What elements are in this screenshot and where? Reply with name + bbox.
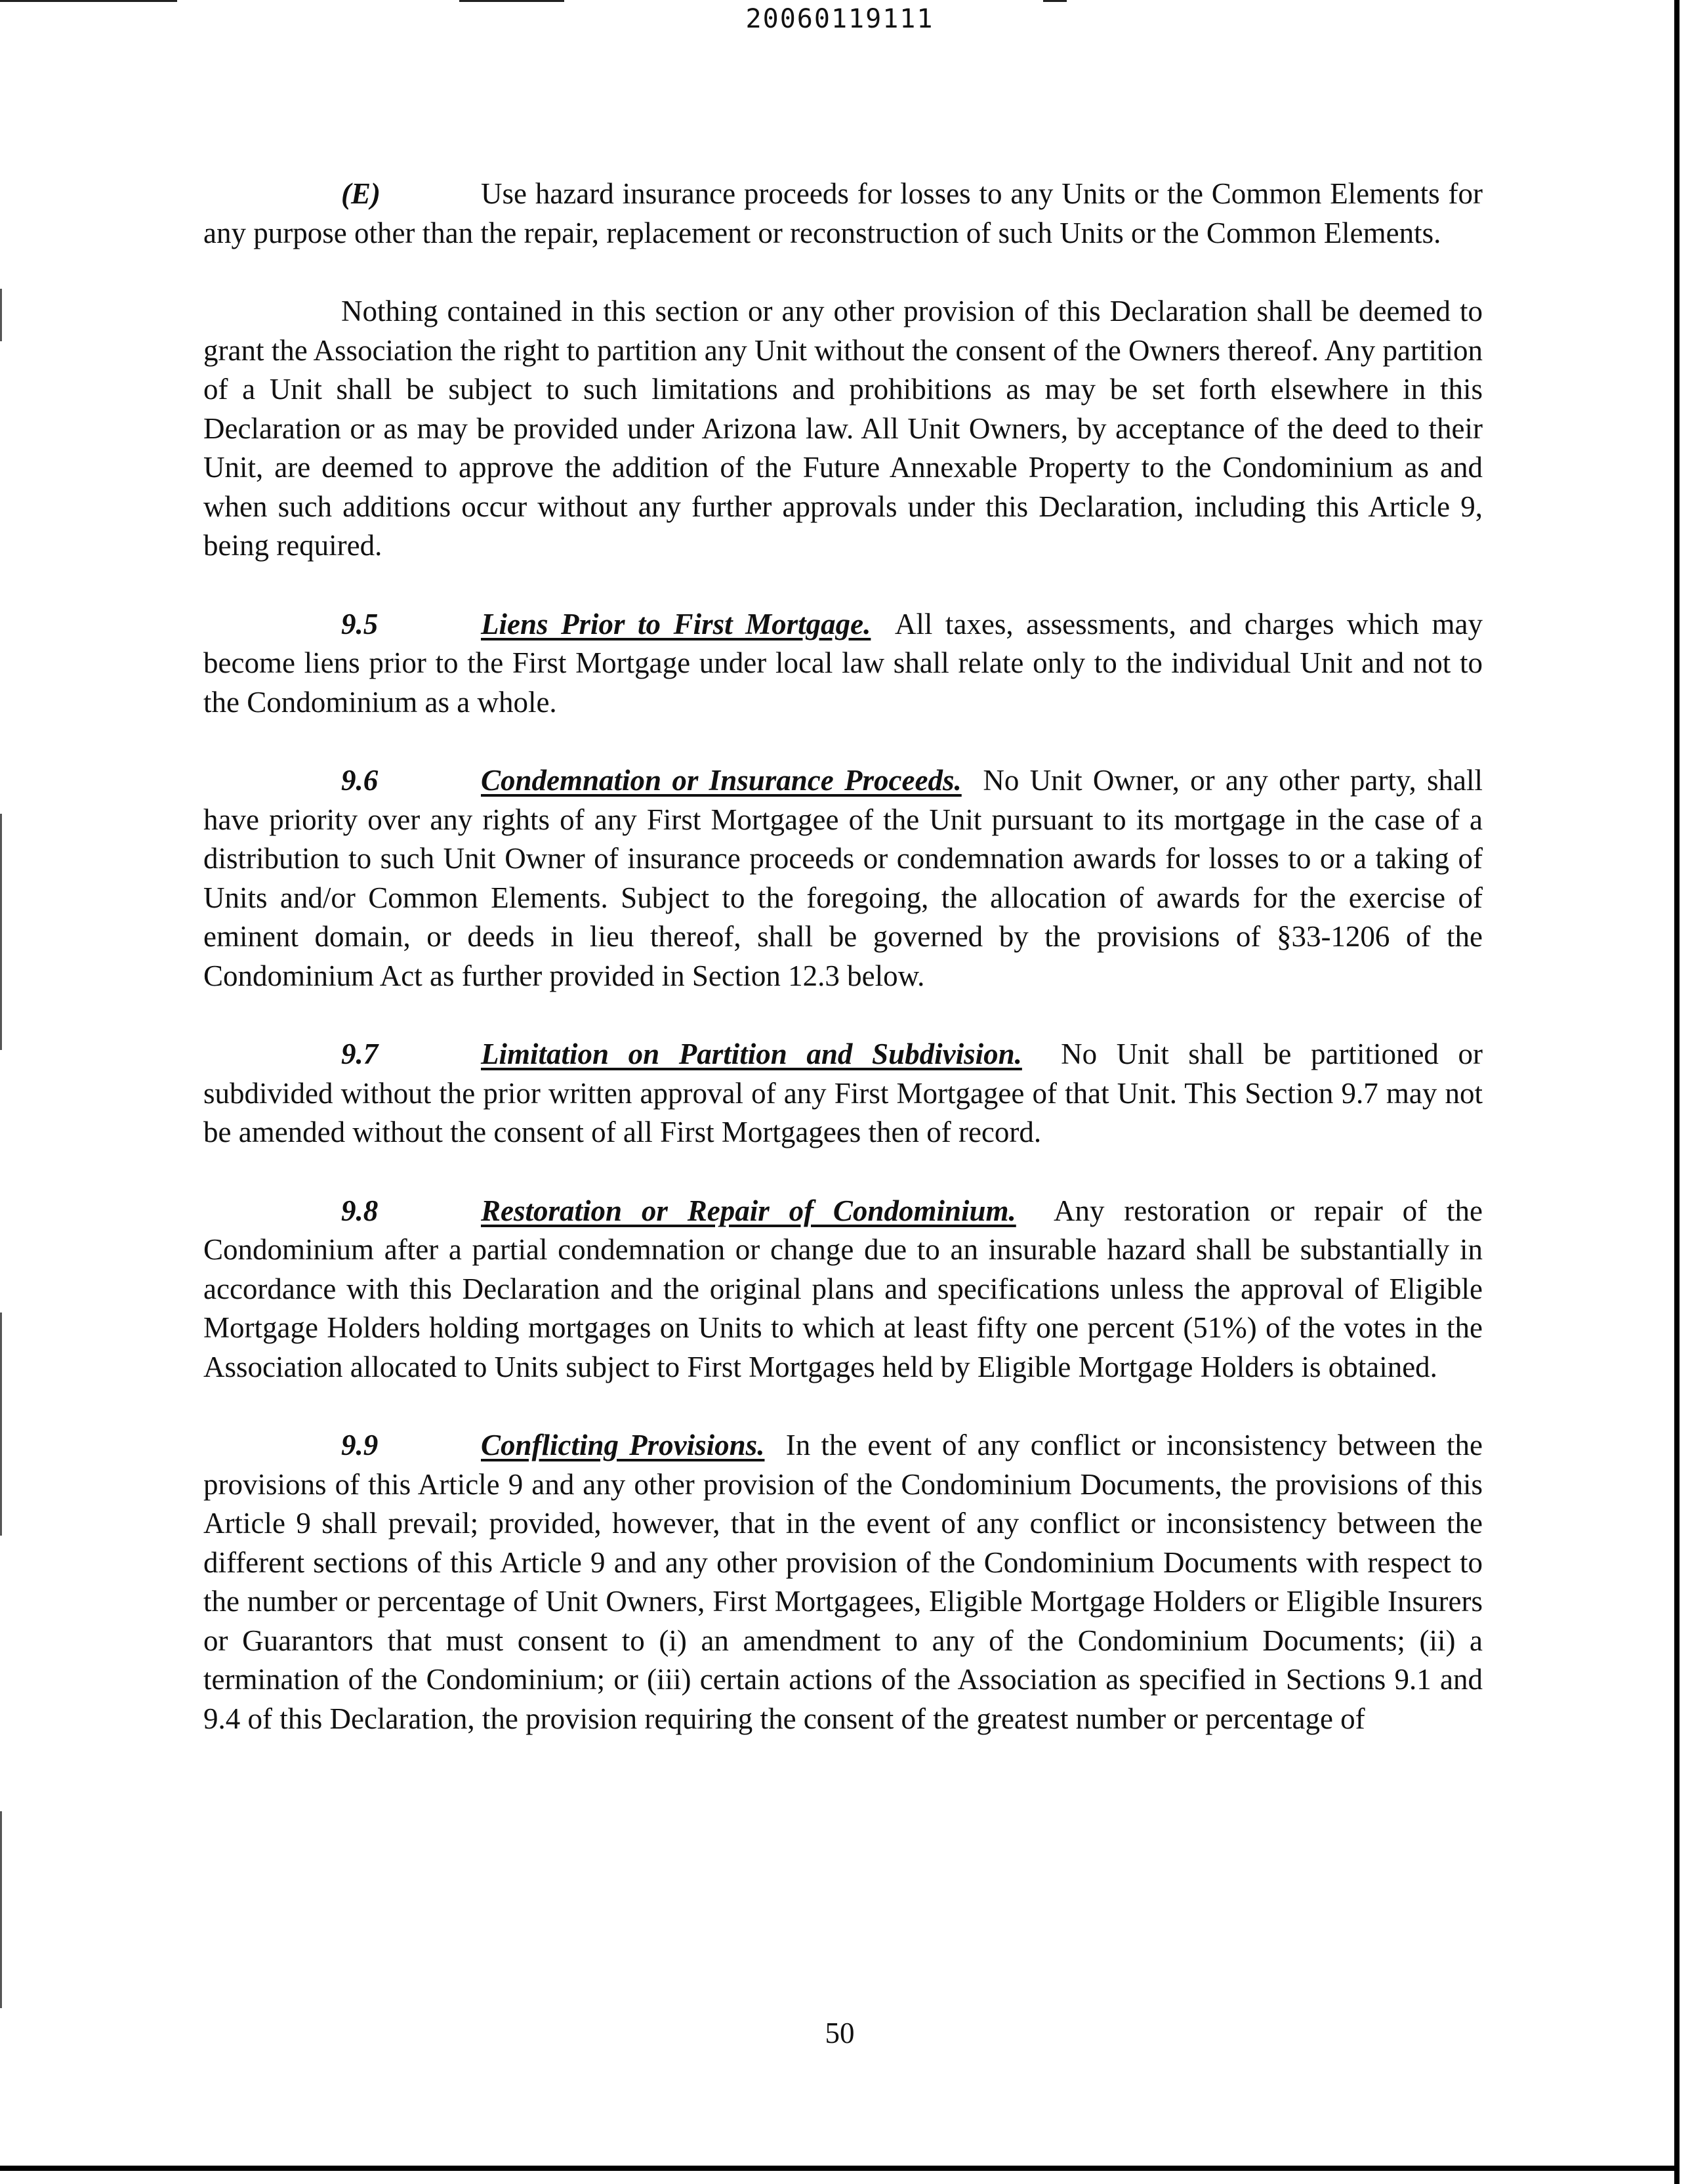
section-title: Liens Prior to First Mortgage. bbox=[481, 607, 871, 640]
document-recording-number: 20060119111 bbox=[745, 4, 934, 34]
item-label: (E) bbox=[341, 177, 381, 210]
scan-page-border bbox=[1674, 0, 1680, 2184]
section-title: Condemnation or Insurance Proceeds. bbox=[481, 764, 962, 797]
paragraph-text: Use hazard insurance proceeds for losses to any Units or the Common Elements for any purpose other than the repair, replacement or reconstruction of such Units or the Common Elements. bbox=[203, 177, 1483, 249]
section-text: Any restoration or repair of the Condominium after a partial condemnation or change due to an insurable hazard shall be substantially in accordance with this Declaration and the original plans and specifications unless the approval of Eligible Mortgage Holders holding mortgages on Units to which at least fifty one percent (51%) of the votes in the Association allocated to Units subject to First Mortgages held by Eligible Mortgage Holders is obtained. bbox=[203, 1194, 1483, 1383]
section-text: No Unit Owner, or any other party, shall have priority over any rights of any First Mortgagee of the Unit pursuant to its mortgage in the case of a distribution to such Unit Owner of insurance proceeds or condemnation awards for losses to or a taking of Units and/or Common Elements. Subject to the foregoing, the allocation of awards for the exercise of eminent domain, or deeds in lieu thereof, shall be governed by the provisions of §33-1206 of the Condominium Act as further provided in Section 12.3 below. bbox=[203, 764, 1483, 992]
scan-page-border bbox=[0, 2166, 1680, 2171]
section-text: No Unit shall be partitioned or subdivided without the prior written approval of any First Mortgagee of that Unit. This Section 9.7 may not be amended without the consent of all First Mortgagees then of record. bbox=[203, 1038, 1483, 1148]
paragraph-e bbox=[203, 175, 1483, 253]
paragraph-text: Nothing contained in this section or any other provision of this Declaration shall be deemed to grant the Association the right to partition any Unit without the consent of the Owners thereof. Any partition of a Unit shall be subject to such limitations and prohibitions as may be set forth elsewhere in this Declaration or as may be provided under Arizona law. All Unit Owners, by acceptance of the deed to their Unit, are deemed to approve the addition of the Future Annexable Property to the Condominium as and when such additions occur without any further approvals under this Declaration, including this Article 9, being required. bbox=[203, 295, 1483, 562]
section-9-5 bbox=[203, 605, 1483, 723]
section-number: 9.9 bbox=[341, 1429, 379, 1461]
scan-top-rule bbox=[0, 0, 177, 2]
section-title: Limitation on Partition and Subdivision. bbox=[481, 1038, 1022, 1070]
section-9-9 bbox=[203, 1426, 1483, 1738]
section-9-6 bbox=[203, 761, 1483, 996]
section-9-7 bbox=[203, 1035, 1483, 1152]
scan-margin-mark bbox=[0, 1811, 2, 2008]
section-number: 9.5 bbox=[341, 607, 379, 640]
section-title: Conflicting Provisions. bbox=[481, 1429, 765, 1461]
section-number: 9.7 bbox=[341, 1038, 379, 1070]
scan-top-rule bbox=[459, 0, 564, 2]
scan-margin-mark bbox=[0, 814, 2, 1050]
document-body bbox=[203, 175, 1483, 1778]
page-number: 50 bbox=[825, 2017, 855, 2049]
scan-margin-mark bbox=[0, 289, 2, 341]
section-title: Restoration or Repair of Condominium. bbox=[481, 1194, 1016, 1227]
section-number: 9.8 bbox=[341, 1194, 379, 1227]
section-text: All taxes, assessments, and charges which may become liens prior to the First Mortgage under local law shall relate only to the individual Unit and not to the Condominium as a whole. bbox=[203, 607, 1483, 719]
paragraph-nothing-contained bbox=[203, 292, 1483, 566]
section-number: 9.6 bbox=[341, 764, 379, 797]
section-9-8 bbox=[203, 1192, 1483, 1387]
section-text: In the event of any conflict or inconsistency between the provisions of this Article 9 and any other provision of the Condominium Documents, the provisions of this Article 9 shall prevail; provided, however, that in the event of any conflict or inconsistency between the different sections of this Article 9 and any other provision of the Condominium Documents with respect to the number or percentage of Unit Owners, First Mortgagees, Eligible Mortgage Holders or Eligible Insurers or Guarantors that must consent to (i) an amendment to any of the Condominium Documents; (ii) a termination of the Condominium; or (iii) certain actions of the Association as specified in Sections 9.1 and 9.4 of this Declaration, the provision requiring the consent of the greatest number or percentage of bbox=[203, 1429, 1483, 1735]
scan-top-rule bbox=[1043, 0, 1067, 2]
scan-margin-mark bbox=[0, 1312, 2, 1536]
